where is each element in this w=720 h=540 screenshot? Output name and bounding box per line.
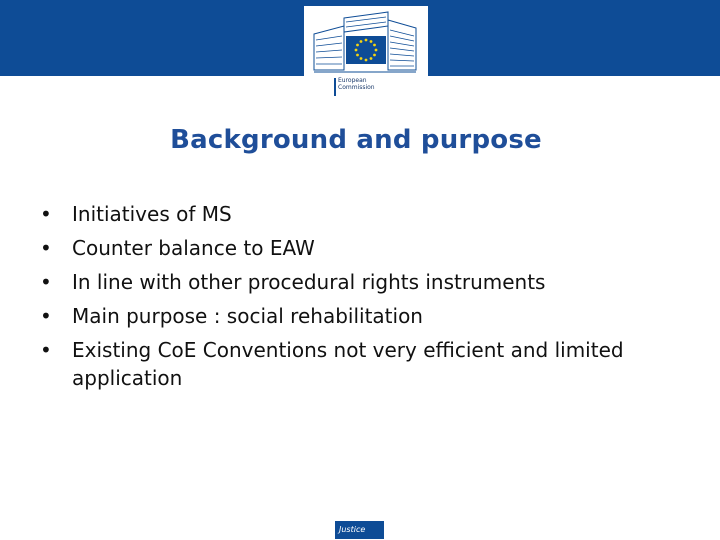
list-item [40,302,680,330]
bullet-marker: • [40,236,52,260]
bullet-marker: • [40,338,52,362]
bullet-text: Initiatives of MS [72,202,232,226]
bullet-marker: • [40,270,52,294]
list-item [40,336,680,392]
justice-tag: Justice [335,521,384,539]
bullet-text: Counter balance to EAW [72,236,315,260]
bullet-text: Existing CoE Conventions not very efficient and limited application [72,338,624,390]
logo-wordmark [338,77,375,91]
slide-title: Background and purpose [170,125,542,155]
logo-line-2: Commission [338,84,375,91]
logo-line-1: European [338,77,367,84]
list-item [40,200,680,228]
european-commission-logo [304,6,428,100]
list-item [40,268,680,296]
bullet-text: Main purpose : social rehabilitation [72,304,423,328]
bullet-marker: • [40,304,52,328]
bullet-text: In line with other procedural rights instruments [72,270,546,294]
list-item [40,234,680,262]
bullet-marker: • [40,202,52,226]
bullet-list [40,200,680,398]
